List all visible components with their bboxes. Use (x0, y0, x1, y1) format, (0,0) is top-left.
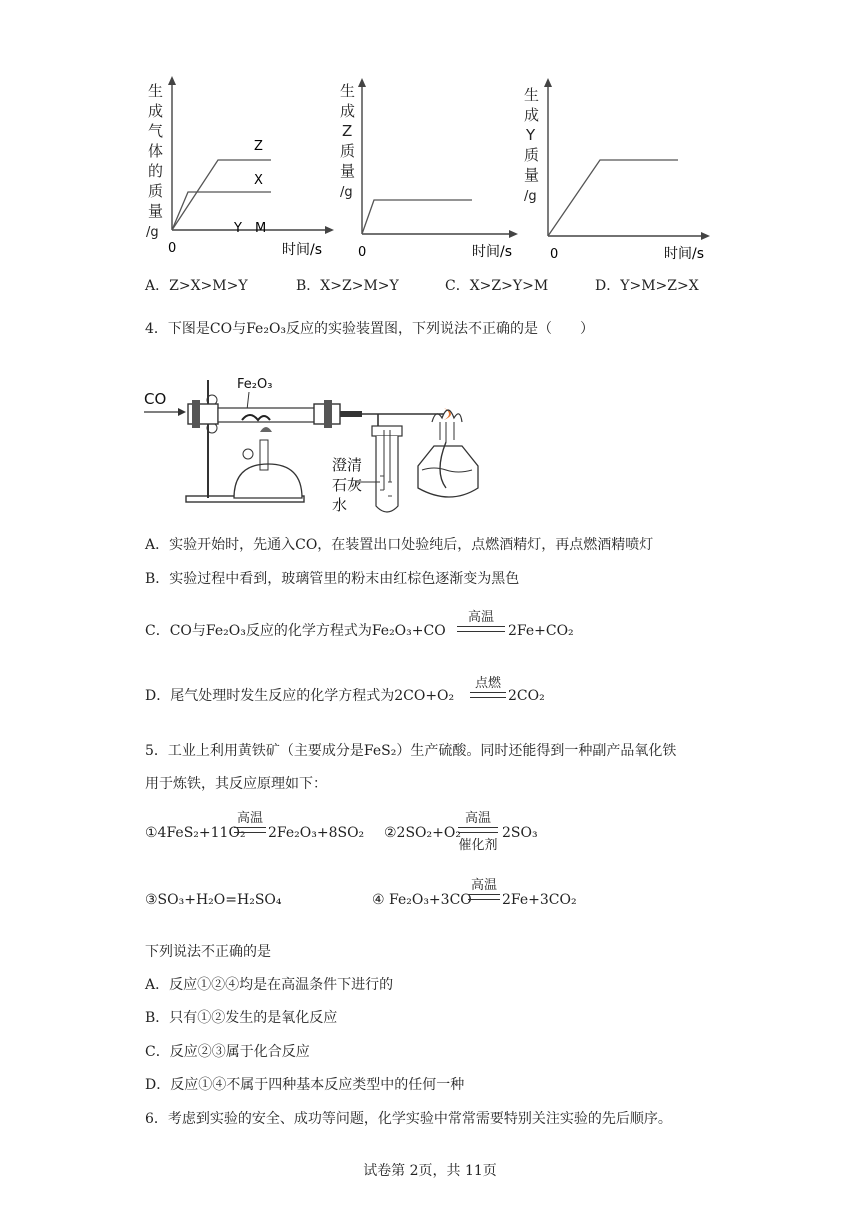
q5-reaction-1: ①4FeS₂+11O₂ (145, 825, 246, 841)
fe2o3-label: Fe₂O₃ (237, 377, 273, 392)
q5-reaction-3: ③SO₃+H₂O=H₂SO₄ (145, 892, 282, 908)
chart-y-mass (518, 74, 718, 264)
svg-text:质: 质 (148, 182, 164, 200)
svg-text:质: 质 (340, 142, 356, 160)
chart1-origin: 0 (168, 241, 177, 256)
chart2-line (362, 200, 472, 234)
chart2-origin: 0 (358, 245, 367, 260)
page-footer: 试卷第 2页，共 11页 (363, 1163, 497, 1179)
chart1-ylabel (146, 82, 163, 240)
svg-text:成: 成 (148, 102, 164, 120)
q4c-condition: 高温 (467, 610, 494, 625)
chart3-line (548, 160, 678, 236)
chart3-ylabel (524, 86, 539, 204)
q4-option-b[interactable]: B．实验过程中看到，玻璃管里的粉末由红棕色逐渐变为黑色 (145, 571, 520, 587)
r4-equal-sign (468, 894, 500, 900)
svg-text:气: 气 (148, 122, 164, 140)
r2-condition-bottom: 催化剂 (458, 838, 498, 853)
co-fe2o3-apparatus (142, 370, 482, 520)
r1-condition: 高温 (236, 811, 263, 826)
q5-stem-1: 5．工业上利用黄铁矿（主要成分是FeS₂）生产硫酸。同时还能得到一种副产品氧化铁 (145, 743, 677, 759)
q4-option-a[interactable]: A．实验开始时，先通入CO，在装置出口处验纯后，点燃酒精灯，再点燃酒精喷灯 (145, 537, 654, 553)
q4d-condition: 点燃 (474, 676, 501, 691)
q3-option-c[interactable]: C．X>Z>Y>M (445, 278, 549, 294)
chart-z-mass (334, 74, 524, 264)
chart3-xlabel: 时间/s (664, 246, 705, 262)
r4-products: 2Fe+3CO₂ (502, 892, 577, 908)
chart2-xlabel: 时间/s (472, 244, 513, 260)
limewater-label-3: 水 (332, 496, 348, 514)
svg-text:生: 生 (148, 82, 164, 100)
q5-reaction-2: ②2SO₂+O₂ (384, 825, 461, 841)
svg-text:生: 生 (524, 86, 540, 104)
r2-products: 2SO₃ (502, 825, 538, 841)
chart-gas-mass (140, 74, 340, 264)
co-label: CO (144, 390, 167, 408)
r2-condition-top: 高温 (464, 811, 491, 826)
limewater-label-1: 澄清 (332, 456, 363, 474)
limewater-label-2: 石灰 (332, 476, 363, 494)
q5-option-c[interactable]: C．反应②③属于化合反应 (145, 1044, 310, 1060)
svg-text:/g: /g (340, 185, 353, 200)
q4-stem: 4．下图是CO与Fe₂O₃反应的实验装置图，下列说法不正确的是（ ） (145, 321, 595, 337)
q5-reaction-4: ④ Fe₂O₃+3CO (372, 892, 472, 908)
q4c-equal-sign (457, 626, 505, 632)
chart1-xlabel: 时间/s (282, 242, 323, 258)
svg-text:质: 质 (524, 146, 540, 164)
label-x: X (254, 173, 263, 188)
svg-text:成: 成 (340, 102, 356, 120)
q3-option-a[interactable]: A．Z>X>M>Y (145, 278, 248, 294)
svg-text:体: 体 (148, 142, 164, 160)
q5-option-a[interactable]: A．反应①②④均是在高温条件下进行的 (145, 977, 394, 993)
q4d-equal-sign (470, 692, 506, 698)
svg-text:生: 生 (340, 82, 356, 100)
svg-text:Z: Z (342, 122, 353, 140)
q6-stem: 6．考虑到实验的安全、成功等问题，化学实验中常常需要特别关注实验的先后顺序。 (145, 1111, 672, 1127)
q3-option-b[interactable]: B．X>Z>M>Y (296, 278, 399, 294)
q5-question: 下列说法不正确的是 (145, 944, 271, 960)
r2-equal-sign (458, 827, 498, 833)
chart2-ylabel (340, 82, 355, 200)
svg-text:/g: /g (146, 225, 159, 240)
q4-option-c[interactable]: C．CO与Fe₂O₃反应的化学方程式为Fe₂O₃+CO (145, 623, 446, 639)
q5-option-b[interactable]: B．只有①②发生的是氧化反应 (145, 1010, 338, 1026)
q4c-products: 2Fe+CO₂ (508, 623, 574, 639)
label-y: Y (234, 221, 242, 236)
label-z: Z (254, 139, 263, 154)
r4-condition: 高温 (470, 878, 497, 893)
svg-text:的: 的 (148, 162, 164, 180)
q5-stem-2: 用于炼铁，其反应原理如下： (145, 776, 327, 792)
q4d-products: 2CO₂ (508, 688, 545, 704)
r1-products: 2Fe₂O₃+8SO₂ (268, 825, 365, 841)
svg-text:量: 量 (148, 202, 164, 220)
svg-text:量: 量 (524, 166, 540, 184)
svg-text:/g: /g (524, 189, 537, 204)
chart3-origin: 0 (550, 247, 559, 262)
svg-text:Y: Y (526, 126, 536, 144)
q5-option-d[interactable]: D．反应①④不属于四种基本反应类型中的任何一种 (145, 1077, 465, 1093)
svg-text:成: 成 (524, 106, 540, 124)
q4-option-d[interactable]: D．尾气处理时发生反应的化学方程式为2CO+O₂ (145, 688, 455, 704)
q3-option-d[interactable]: D．Y>M>Z>X (595, 278, 699, 294)
label-m: M (255, 221, 267, 236)
svg-text:量: 量 (340, 162, 356, 180)
r1-equal-sign (234, 827, 266, 833)
